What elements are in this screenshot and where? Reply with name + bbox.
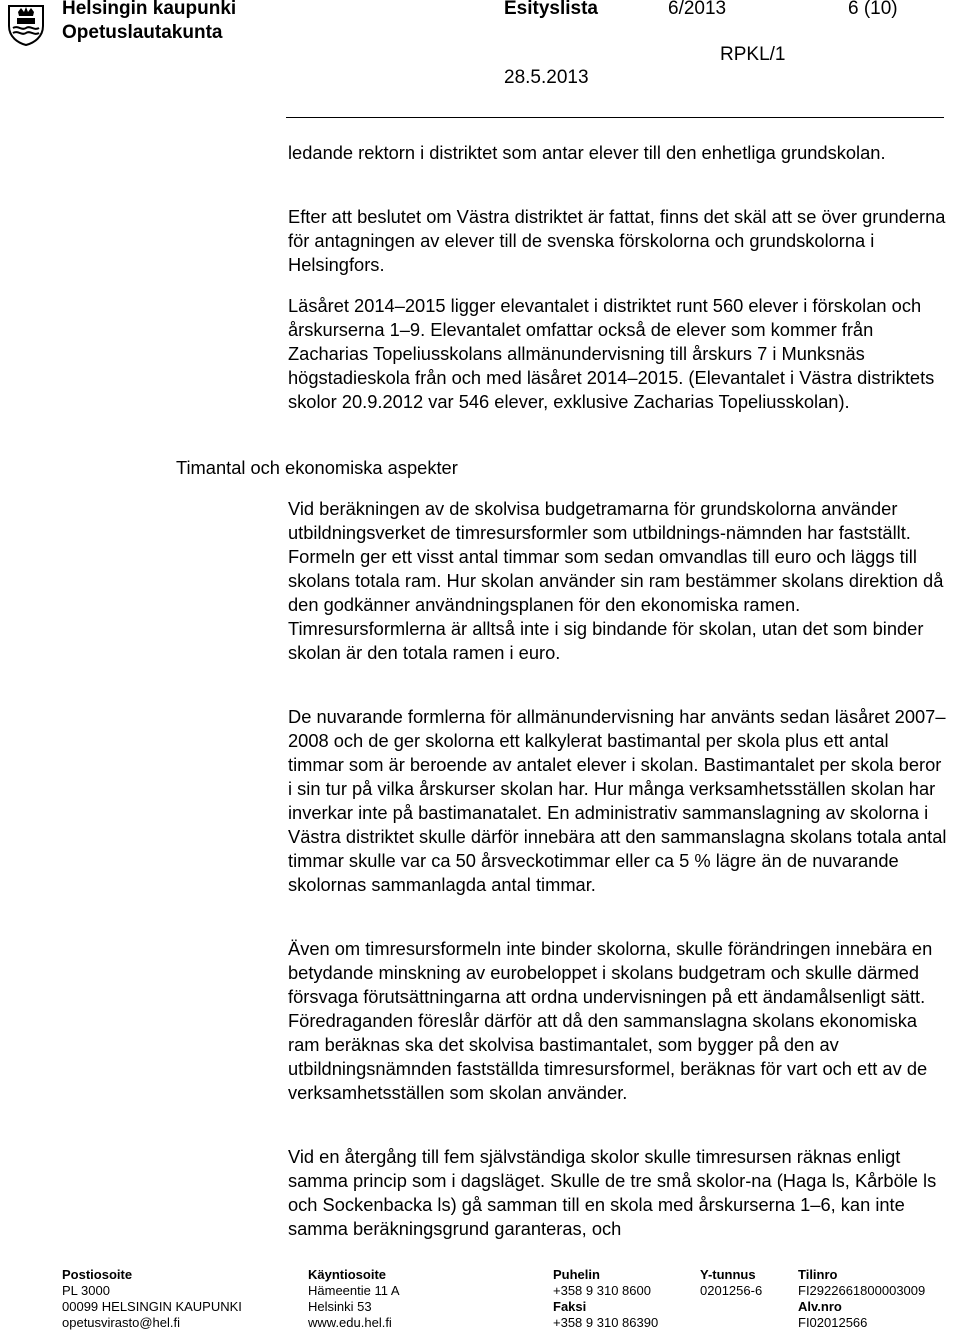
paragraph-6: [288, 937, 948, 1105]
footer-heading: Alv.nro: [798, 1299, 842, 1314]
footer-line: Helsinki 53: [308, 1299, 372, 1314]
doc-type: Esityslista: [504, 0, 598, 19]
org-unit: Opetuslautakunta: [62, 22, 223, 43]
footer-postal-address: [62, 1267, 242, 1331]
footer-website-link[interactable]: www.edu.hel.fi: [308, 1315, 392, 1330]
footer-heading: Postiosoite: [62, 1267, 133, 1282]
footer-heading: Faksi: [553, 1299, 587, 1314]
footer-line: FI02012566: [798, 1315, 868, 1330]
paragraph-1-text: ledande rektorn i distriktet som antar elever till den enhetliga grundskolan.: [288, 142, 886, 163]
paragraph-5-text: De nuvarande formlerna för allmänundervisning har använts sedan läsåret 2007–2008 och de ger skolorna ett kalkylerat bastimantal per skola plus ett antal timmar som är beroende av antalet elever i skolan. Bastimantalet per skola beror i sin tur på vilka årskurser skolan har. Hur många verksamhetsställen skolan har inverkar inte på bastimanatalet. En administrativ sammanslagning av skolorna i Västra distriktet skulle därför innebära att den sammanslagna skolans totala antal timmar skulle var ca 50 årsveckotimmar eller ca 5 % lägre än de nuvarande skolornas sammanlagda antal timmar.: [288, 706, 947, 895]
footer-heading: Y-tunnus: [700, 1267, 756, 1282]
page-number: 6 (10): [848, 0, 898, 19]
section-heading: Timantal och ekonomiska aspekter: [176, 457, 458, 478]
meeting-date: 28.5.2013: [504, 67, 589, 88]
paragraph-4-text: Vid beräkningen av de skolvisa budgetramarna för grundskolorna använder utbildningsverket de timresursformler som utbildnings-nämnden har fastställt. Formeln ger ett visst antal timmar som sedan omvandlas till euro och läggs till skolans totala ram. Hur skolan använder sin ram bestämmer skolans direktion då den godkänner användningsplanen för den ekonomiska ramen. Timresursformlerna är alltså inte i sig bindande för skolan, utan det som binder skolan är den totala ramen i euro.: [288, 498, 944, 663]
section-code: RPKL/1: [720, 44, 786, 65]
footer-heading: Puhelin: [553, 1267, 600, 1282]
doc-number: 6/2013: [668, 0, 727, 19]
footer-line: 00099 HELSINGIN KAUPUNKI: [62, 1299, 242, 1314]
footer-business-id: [700, 1267, 762, 1299]
header-rule: [286, 117, 944, 118]
footer-heading: Käyntiosoite: [308, 1267, 387, 1282]
footer-phone: [553, 1267, 658, 1331]
footer-heading: Tilinro: [798, 1267, 838, 1282]
paragraph-6-text: Även om timresursformeln inte binder skolorna, skulle förändringen innebära en betydande minskning av eurobeloppet i skolans budgetram och skulle därmed försvaga förutsättningarna att ordna undervisningen på ett ändamålsenligt sätt. Föredraganden föreslår därför att då den sammanslagna skolans ekonomiska ram beräknas ska det skolvisa bastimantalet, som bygger på den av utbildningsnämnden fastställda timresursformel, beräknas för vart och ett av de verksamhetsställen som skolan använder.: [288, 938, 933, 1103]
org-name: Helsingin kaupunki: [62, 0, 237, 19]
footer-line: +358 9 310 86390: [553, 1315, 659, 1330]
paragraph-3-text: Läsåret 2014–2015 ligger elevantalet i distriktet runt 560 elever i förskolan och årskurserna 1–9. Elevantalet omfattar också de elever som kommer från Zacharias Topeliusskolans allmänundervisning till årskurs 7 i Munksnäs högstadieskola från och med läsåret 2014–2015. (Elevantalet i Västra distriktets skolor 20.9.2012 var 546 elever, exklusive Zacharias Topeliusskolan).: [288, 295, 935, 412]
footer-line: Hämeentie 11 A: [308, 1283, 400, 1298]
footer-line: +358 9 310 8600: [553, 1283, 651, 1298]
paragraph-2: [288, 205, 948, 277]
footer-visiting-address: [308, 1267, 400, 1331]
paragraph-4: [288, 497, 948, 665]
footer-line: FI2922661800003009: [798, 1283, 926, 1298]
footer-email-link[interactable]: opetusvirasto@hel.fi: [62, 1315, 180, 1330]
helsinki-coat-of-arms-icon: [6, 4, 46, 46]
paragraph-5: [288, 705, 948, 897]
paragraph-2-text: Efter att beslutet om Västra distriktet är fattat, finns det skäl att se över grunderna för antagningen av elever till de svenska förskolorna och grundskolorna i Helsingfors.: [288, 206, 946, 275]
paragraph-3: [288, 294, 948, 414]
footer-line: PL 3000: [62, 1283, 110, 1298]
footer-account: [798, 1267, 925, 1331]
paragraph-7: [288, 1145, 948, 1241]
footer-line: 0201256-6: [700, 1283, 763, 1298]
paragraph-1: [288, 141, 948, 165]
paragraph-7-text: Vid en återgång till fem självständiga skolor skulle timresursen räknas enligt samma princip som i dagsläget. Skulle de tre små skolor-na (Haga ls, Kårböle ls och Sockenbacka ls) gå samman till en skola med årskurserna 1–6, kan inte samma beräkningsgrund garanteras, och: [288, 1146, 937, 1239]
